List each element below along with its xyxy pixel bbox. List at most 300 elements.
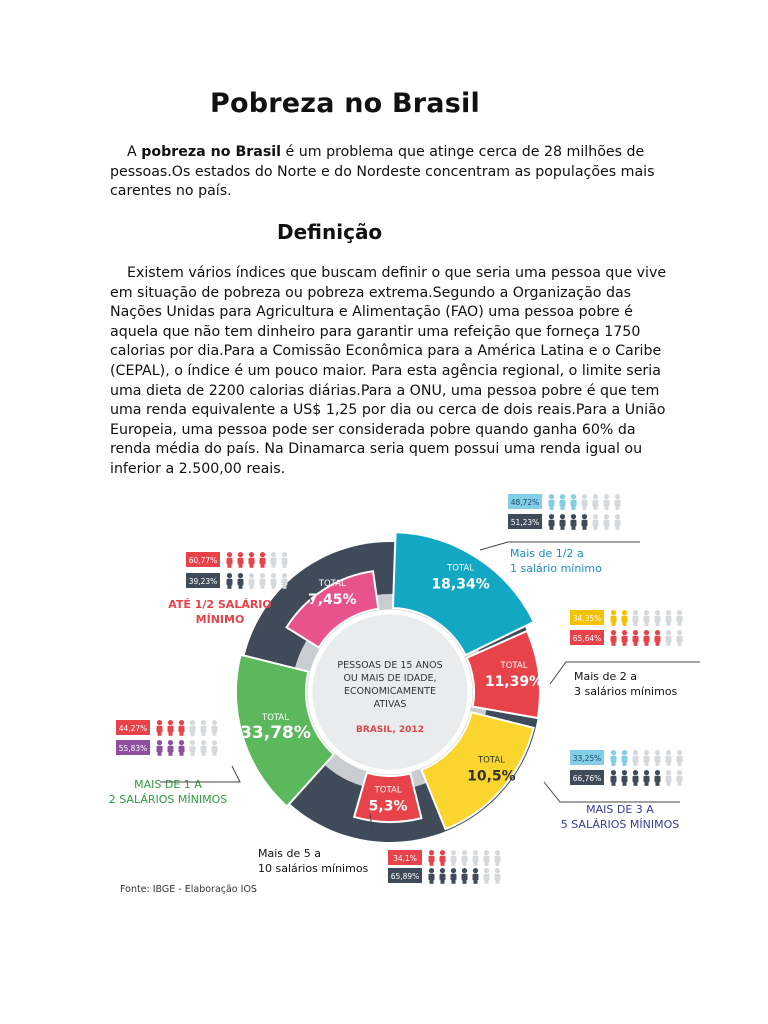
person-icon-head — [677, 610, 682, 615]
person-icon-legs — [239, 585, 243, 589]
person-icon-legs — [583, 526, 587, 530]
person-icon-body — [238, 558, 244, 565]
person-icon-legs — [656, 622, 660, 626]
intro-rest: é um problema que atinge cerca de 28 milhões de pessoas.Os estados do Norte e do Nordeste concentram as populações mais carentes no país. — [110, 144, 655, 200]
person-icon-legs — [656, 762, 660, 766]
person-icon — [677, 630, 683, 646]
person-icon — [571, 494, 577, 510]
person-icon — [677, 750, 683, 766]
person-icon — [429, 868, 435, 884]
person-icon-legs — [452, 862, 456, 866]
person-icon-legs — [561, 506, 565, 510]
person-icon-legs — [158, 752, 162, 756]
person-icon-legs — [261, 585, 265, 589]
pct-badge-bottom-label: 65,64% — [572, 634, 602, 643]
person-icon-head — [249, 573, 254, 578]
person-icon-body — [271, 558, 277, 565]
person-icon-body — [549, 500, 555, 507]
person-icon-head — [633, 630, 638, 635]
person-icon — [157, 740, 163, 756]
person-icon-body — [655, 616, 661, 623]
person-icon-body — [611, 776, 617, 783]
person-icon-legs — [430, 862, 434, 866]
person-icon-body — [655, 636, 661, 643]
person-icon-legs — [485, 862, 489, 866]
person-icon-body — [484, 856, 490, 863]
person-icon-head — [644, 770, 649, 775]
person-icon-legs — [213, 732, 217, 736]
person-icon — [615, 494, 621, 510]
person-icon-body — [429, 856, 435, 863]
person-icon — [622, 770, 628, 786]
person-icon — [249, 552, 255, 568]
person-icon — [604, 514, 610, 530]
person-icon — [271, 573, 277, 589]
person-icon-head — [644, 750, 649, 755]
person-icon-legs — [678, 782, 682, 786]
person-icon-body — [260, 558, 266, 565]
person-icon-body — [611, 636, 617, 643]
person-icon-head — [484, 850, 489, 855]
person-icon — [484, 868, 490, 884]
person-icon-head — [429, 868, 434, 873]
person-icon — [666, 750, 672, 766]
person-icon — [212, 740, 218, 756]
person-icon-legs — [239, 564, 243, 568]
person-icon — [495, 868, 501, 884]
person-icon-body — [249, 558, 255, 565]
category-label-line2: 10 salários mínimos — [258, 862, 369, 875]
slice-value-label: 5,3% — [368, 798, 408, 815]
person-icon-legs — [169, 732, 173, 736]
person-icon — [666, 770, 672, 786]
person-icon-head — [473, 850, 478, 855]
person-icon-legs — [550, 526, 554, 530]
person-icon-body — [549, 520, 555, 527]
person-icon-head — [611, 630, 616, 635]
person-icon-head — [179, 740, 184, 745]
slice-total-label: TOTAL — [374, 785, 402, 796]
slice-value-label: 10,5% — [467, 768, 516, 785]
person-icon — [655, 750, 661, 766]
person-icon-head — [644, 610, 649, 615]
person-icon-legs — [202, 752, 206, 756]
person-icon-body — [260, 579, 266, 586]
person-icon-head — [622, 630, 627, 635]
person-icon-head — [677, 770, 682, 775]
person-icon — [633, 750, 639, 766]
person-icon — [644, 770, 650, 786]
person-icon-head — [633, 610, 638, 615]
category-label-line1: MAIS DE 1 A — [134, 778, 202, 791]
person-icon-legs — [228, 564, 232, 568]
person-icon-body — [677, 756, 683, 763]
person-icon-body — [238, 579, 244, 586]
person-icon-body — [582, 520, 588, 527]
person-icon-body — [212, 726, 218, 733]
person-icon-body — [227, 579, 233, 586]
person-icon-body — [644, 776, 650, 783]
person-icon-legs — [496, 862, 500, 866]
slice-value-label: 7,45% — [307, 592, 357, 609]
person-icon — [451, 868, 457, 884]
person-icon — [611, 750, 617, 766]
person-icon-legs — [283, 585, 287, 589]
person-icon-body — [451, 856, 457, 863]
person-icon-body — [179, 726, 185, 733]
person-icon-body — [271, 579, 277, 586]
person-icon — [440, 868, 446, 884]
person-icon-legs — [605, 506, 609, 510]
person-icon — [260, 573, 266, 589]
person-icon-legs — [496, 880, 500, 884]
person-icon-head — [560, 494, 565, 499]
person-icon-legs — [616, 526, 620, 530]
person-icon-legs — [250, 564, 254, 568]
person-icon-legs — [623, 782, 627, 786]
poverty-infographic — [100, 486, 720, 904]
center-line-4: ATIVAS — [373, 699, 407, 710]
person-icon — [282, 552, 288, 568]
person-icon-body — [429, 874, 435, 881]
person-icon-legs — [612, 622, 616, 626]
person-icon-legs — [180, 752, 184, 756]
person-icon-legs — [645, 762, 649, 766]
person-icon-body — [633, 616, 639, 623]
person-icon-legs — [594, 526, 598, 530]
person-icon — [201, 740, 207, 756]
person-icon-body — [484, 874, 490, 881]
person-icon — [238, 552, 244, 568]
pct-badge-top-label: 60,77% — [188, 556, 218, 565]
person-icon-body — [212, 746, 218, 753]
center-line-3: ECONOMICAMENTE — [344, 686, 436, 697]
person-icon-head — [462, 868, 467, 873]
person-icon-head — [451, 850, 456, 855]
person-icon-head — [484, 868, 489, 873]
person-icon-legs — [261, 564, 265, 568]
person-icon — [271, 552, 277, 568]
person-icon-legs — [213, 752, 217, 756]
person-icon — [484, 850, 490, 866]
person-icon-body — [615, 520, 621, 527]
person-icon-legs — [550, 506, 554, 510]
person-icon-legs — [283, 564, 287, 568]
person-icon-legs — [656, 782, 660, 786]
person-icon-legs — [645, 642, 649, 646]
person-icon-head — [611, 770, 616, 775]
person-icon-head — [615, 494, 620, 499]
person-icon-legs — [430, 880, 434, 884]
pct-badge-top-label: 33,25% — [572, 754, 602, 763]
person-icon-body — [571, 500, 577, 507]
category-label-line2: MÍNIMO — [195, 613, 245, 626]
person-icon — [462, 850, 468, 866]
section-title: Definição — [277, 220, 383, 244]
person-icon — [560, 494, 566, 510]
source-note: Fonte: IBGE - Elaboração IOS — [120, 884, 257, 895]
person-icon — [227, 552, 233, 568]
person-icon-head — [260, 573, 265, 578]
person-icon-head — [260, 552, 265, 557]
person-icon-head — [451, 868, 456, 873]
person-icon — [593, 494, 599, 510]
person-icon-body — [622, 756, 628, 763]
person-icon-legs — [616, 506, 620, 510]
person-icon — [549, 514, 555, 530]
person-icon-body — [440, 856, 446, 863]
pct-badge-bottom-label: 66,76% — [572, 774, 602, 783]
person-icon-legs — [158, 732, 162, 736]
person-icon-legs — [645, 622, 649, 626]
pct-badge-top-label: 48,72% — [510, 498, 540, 507]
person-icon-legs — [169, 752, 173, 756]
person-icon — [666, 630, 672, 646]
slice-total-label: TOTAL — [477, 755, 505, 766]
person-icon — [190, 720, 196, 736]
person-icon-legs — [463, 880, 467, 884]
category-label-line1: MAIS DE 3 A — [586, 803, 654, 816]
person-icon-legs — [623, 762, 627, 766]
person-icon-body — [622, 776, 628, 783]
person-icon-body — [644, 636, 650, 643]
person-icon-legs — [441, 880, 445, 884]
person-icon — [451, 850, 457, 866]
person-icon-head — [271, 573, 276, 578]
person-icon-legs — [583, 506, 587, 510]
person-icon-head — [462, 850, 467, 855]
person-icon-head — [227, 552, 232, 557]
person-icon-head — [666, 750, 671, 755]
person-icon-body — [157, 726, 163, 733]
intro-lead: A — [127, 144, 142, 160]
person-icon — [582, 494, 588, 510]
center-line-1: PESSOAS DE 15 ANOS — [337, 660, 443, 671]
person-icon-body — [282, 558, 288, 565]
person-icon-head — [571, 494, 576, 499]
person-icon-head — [168, 740, 173, 745]
person-icon-legs — [645, 782, 649, 786]
person-icon-head — [655, 770, 660, 775]
person-icon — [622, 610, 628, 626]
person-icon-body — [633, 636, 639, 643]
person-icon-body — [227, 558, 233, 565]
person-icon — [571, 514, 577, 530]
person-icon-legs — [250, 585, 254, 589]
slice-value-label: 18,34% — [431, 576, 490, 593]
person-icon-legs — [441, 862, 445, 866]
person-icon-head — [644, 630, 649, 635]
person-icon-head — [611, 610, 616, 615]
person-icon-body — [677, 776, 683, 783]
person-icon — [473, 868, 479, 884]
pct-badge-bottom-label: 65,89% — [390, 872, 420, 881]
person-icon-body — [677, 616, 683, 623]
person-icon-legs — [667, 642, 671, 646]
intro-paragraph — [110, 143, 670, 202]
pct-badge-top-label: 34,35% — [572, 614, 602, 623]
person-icon-body — [655, 756, 661, 763]
person-icon — [655, 610, 661, 626]
person-icon — [633, 610, 639, 626]
person-icon-body — [655, 776, 661, 783]
person-icon-body — [611, 756, 617, 763]
person-icon — [644, 750, 650, 766]
person-icon-body — [473, 874, 479, 881]
person-icon-body — [282, 579, 288, 586]
slice-value-label: 33,78% — [240, 722, 311, 743]
person-icon-body — [666, 776, 672, 783]
person-icon — [157, 720, 163, 736]
person-icon-legs — [474, 880, 478, 884]
person-icon-body — [440, 874, 446, 881]
category-label-line1: Mais de 2 a — [574, 670, 637, 683]
intro-bold-term: pobreza no Brasil — [141, 144, 282, 160]
person-icon-head — [440, 850, 445, 855]
person-icon-body — [462, 856, 468, 863]
person-icon-body — [495, 874, 501, 881]
person-icon-head — [201, 740, 206, 745]
person-icon — [655, 770, 661, 786]
definition-text: Existem vários índices que buscam definir o que seria uma pessoa que vive em situação de pobreza ou pobreza extrema.Segundo a Organização das Nações Unidas para Agricultura e Alimentação (FAO) uma pessoa pobre é aquela que não tem dinheiro para garantir uma refeição que forneça 1750 calorias por dia.Para a Comissão Econômica para a América Latina e o Caribe (CEPAL), o índice é um pouco maior. Para esta agência regional, o limite seria uma dieta de 2200 calorias diárias.Para a ONU, uma pessoa pobre é que tem uma renda equivalente a US$ 1,25 por dia ou cerca de dois reais.Para a União Europeia, uma pessoa pode ser considerada pobre quando ganha 60% da renda média do país. Na Dinamarca seria quem possui uma renda igual ou inferior a 2.500,00 reais. — [110, 265, 667, 477]
person-icon-legs — [191, 732, 195, 736]
person-icon-head — [282, 573, 287, 578]
person-icon-head — [655, 610, 660, 615]
person-icon-legs — [612, 782, 616, 786]
person-icon-body — [201, 726, 207, 733]
person-icon — [655, 630, 661, 646]
person-icon-head — [549, 514, 554, 519]
person-icon — [677, 770, 683, 786]
category-label-line1: ATÉ 1/2 SALÁRIO — [168, 598, 272, 611]
person-icon-body — [495, 856, 501, 863]
person-icon-head — [633, 770, 638, 775]
person-icon-body — [644, 756, 650, 763]
person-icon-head — [615, 514, 620, 519]
person-icon — [190, 740, 196, 756]
person-icon-body — [633, 756, 639, 763]
person-icon-head — [677, 630, 682, 635]
person-icon-head — [282, 552, 287, 557]
pct-badge-bottom-label: 55,83% — [118, 744, 148, 753]
center-line-2: OU MAIS DE IDADE, — [343, 673, 437, 684]
person-icon-legs — [678, 762, 682, 766]
pct-badge-bottom-label: 39,23% — [188, 577, 218, 586]
person-icon-head — [622, 610, 627, 615]
page-title: Pobreza no Brasil — [210, 88, 480, 119]
person-icon-head — [238, 573, 243, 578]
person-icon-legs — [572, 506, 576, 510]
person-icon-legs — [605, 526, 609, 530]
person-icon-legs — [623, 622, 627, 626]
person-icon-legs — [612, 762, 616, 766]
person-icon-head — [582, 494, 587, 499]
person-icon-body — [582, 500, 588, 507]
person-icon-head — [212, 740, 217, 745]
person-icon — [495, 850, 501, 866]
person-icon-body — [190, 746, 196, 753]
person-icon-head — [666, 770, 671, 775]
category-label-line1: Mais de 1/2 a — [510, 547, 584, 560]
pct-badge-top-label: 44,27% — [118, 724, 148, 733]
person-icon — [249, 573, 255, 589]
pct-badge-bottom-label: 51,23% — [510, 518, 540, 527]
category-label-line2: 2 SALÁRIOS MÍNIMOS — [108, 793, 228, 806]
person-icon-body — [560, 520, 566, 527]
person-icon-body — [157, 746, 163, 753]
person-icon-legs — [667, 762, 671, 766]
person-icon-legs — [452, 880, 456, 884]
pct-badge-top-label: 34,1% — [393, 854, 417, 863]
person-icon-legs — [667, 782, 671, 786]
person-icon — [622, 750, 628, 766]
person-icon — [201, 720, 207, 736]
person-icon-head — [633, 750, 638, 755]
person-icon-head — [429, 850, 434, 855]
person-icon-head — [666, 630, 671, 635]
person-icon — [440, 850, 446, 866]
person-icon-legs — [191, 752, 195, 756]
person-icon-legs — [634, 622, 638, 626]
person-icon-body — [666, 636, 672, 643]
person-icon-head — [271, 552, 276, 557]
person-icon-head — [179, 720, 184, 725]
person-icon-body — [666, 756, 672, 763]
person-icon-head — [473, 868, 478, 873]
person-icon — [179, 740, 185, 756]
person-icon-head — [227, 573, 232, 578]
person-icon-body — [604, 520, 610, 527]
person-icon-body — [168, 746, 174, 753]
person-icon — [622, 630, 628, 646]
person-icon-head — [157, 740, 162, 745]
person-icon — [633, 630, 639, 646]
person-icon-legs — [656, 642, 660, 646]
person-icon — [560, 514, 566, 530]
person-icon-head — [604, 514, 609, 519]
person-icon-body — [622, 636, 628, 643]
person-icon-head — [582, 514, 587, 519]
center-subtitle: BRASIL, 2012 — [356, 725, 424, 735]
category-label-line2: 3 salários mínimos — [574, 685, 678, 698]
person-icon-head — [190, 720, 195, 725]
person-icon-body — [462, 874, 468, 881]
person-icon — [238, 573, 244, 589]
person-icon-legs — [634, 782, 638, 786]
person-icon-head — [604, 494, 609, 499]
person-icon-head — [593, 494, 598, 499]
person-icon-body — [249, 579, 255, 586]
person-icon — [611, 630, 617, 646]
person-icon-body — [593, 500, 599, 507]
person-icon-head — [157, 720, 162, 725]
person-icon-body — [201, 746, 207, 753]
person-icon-body — [451, 874, 457, 881]
person-icon-legs — [485, 880, 489, 884]
person-icon — [168, 720, 174, 736]
person-icon-body — [615, 500, 621, 507]
person-icon — [582, 514, 588, 530]
person-icon — [429, 850, 435, 866]
person-icon-head — [666, 610, 671, 615]
person-icon-body — [168, 726, 174, 733]
slice-total-label: TOTAL — [262, 712, 289, 723]
person-icon-head — [655, 630, 660, 635]
person-icon — [179, 720, 185, 736]
person-icon-head — [655, 750, 660, 755]
person-icon — [633, 770, 639, 786]
person-icon — [604, 494, 610, 510]
